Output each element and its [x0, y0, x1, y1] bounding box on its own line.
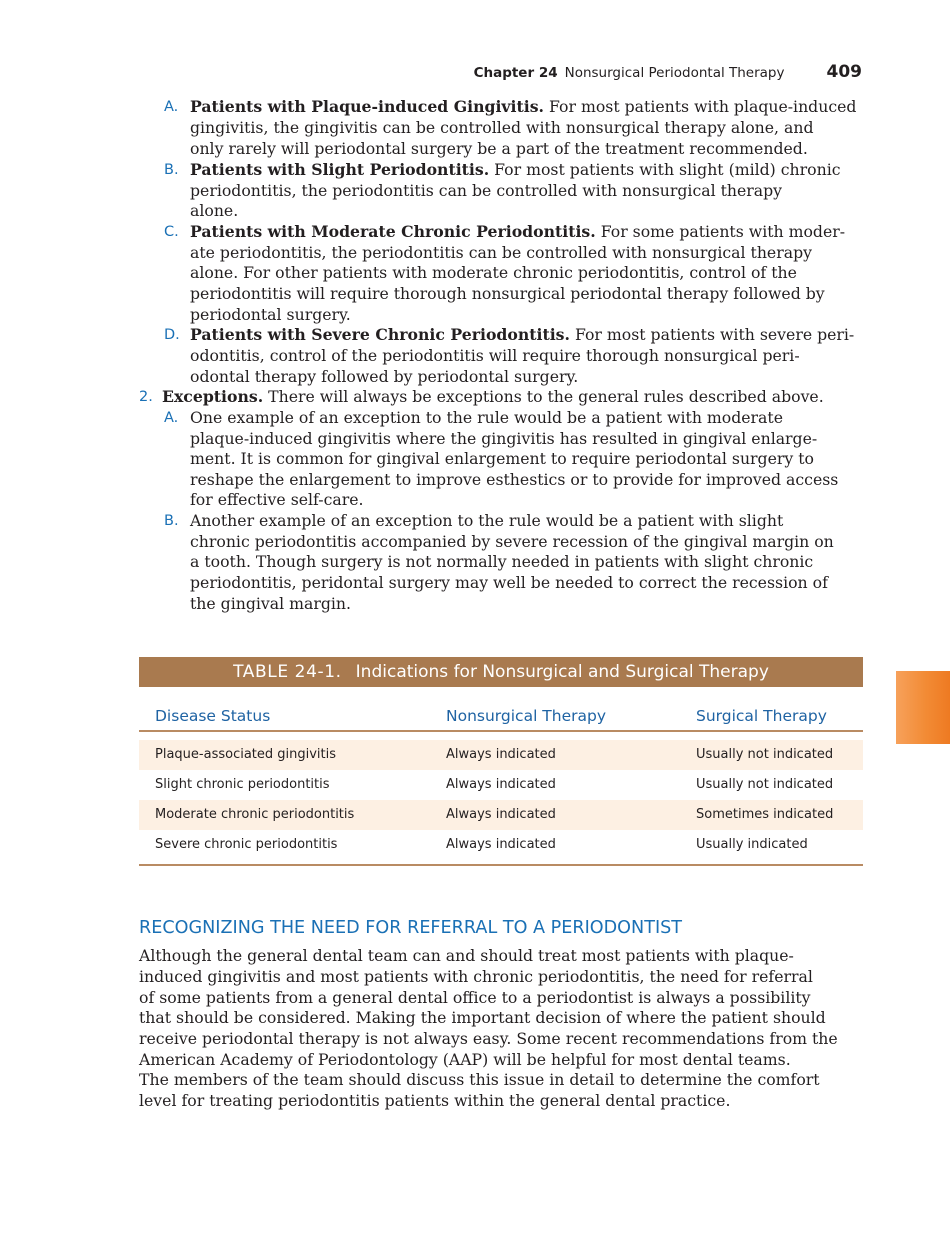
section-paragraph-line-7: The members of the team should discuss this issue in detail to determine the comfort [139, 1070, 820, 1089]
list-label-b: B. [164, 162, 179, 178]
exception-b-line-3: a tooth. Though surgery is not normally needed in patients with slight chronic [190, 552, 814, 571]
list-label-a: A. [164, 99, 179, 115]
page-number: 409 [826, 62, 862, 82]
exception-b-line-5: the gingival margin. [190, 594, 351, 613]
table-row [139, 770, 863, 800]
exceptions-line [162, 387, 824, 408]
chapter-title: Nonsurgical Periodontal Therapy [564, 65, 785, 81]
exception-b-line-4: periodontitis, peridontal surgery may well be needed to correct the recession of [190, 573, 828, 592]
chapter-thumb-tab [896, 671, 950, 744]
table-label: TABLE 24-1. [233, 662, 342, 682]
list-item-b-line-2: periodontitis, the periodontitis can be controlled with nonsurgical therapy [190, 181, 783, 200]
chapter-label: Chapter 24 [473, 65, 558, 81]
cell-nonsurgical: Always indicated [446, 837, 556, 852]
cell-surgical: Usually not indicated [696, 777, 834, 792]
list-item-c-text: For some patients with moder- [595, 222, 846, 241]
list-item-b-line-1 [190, 160, 841, 181]
list-item-a-text: For most patients with plaque-induced [544, 97, 857, 116]
column-header-nonsurgical: Nonsurgical Therapy [446, 707, 607, 725]
list-item-a-line-1 [190, 97, 856, 118]
list-label-d: D. [164, 327, 180, 343]
cell-disease-status: Plaque-associated gingivitis [155, 747, 337, 762]
list-item-a-line-2: gingivitis, the gingivitis can be controlled with nonsurgical therapy alone, and [190, 118, 814, 137]
exception-a-line-1: One example of an exception to the rule would be a patient with moderate [190, 408, 783, 427]
table-row [139, 800, 863, 830]
list-item-c-line-5: periodontal surgery. [190, 305, 351, 324]
table-title: Indications for Nonsurgical and Surgical Therapy [355, 662, 769, 682]
column-header-disease-status: Disease Status [155, 707, 271, 725]
list-item-c-line-4: periodontitis will require thorough nonsurgical periodontal therapy followed by [190, 284, 825, 303]
list-item-c-heading: Patients with Moderate Chronic Periodontitis. [190, 222, 596, 241]
list-item-c-line-2: ate periodontitis, the periodontitis can be controlled with nonsurgical therapy [190, 243, 812, 262]
cell-nonsurgical: Always indicated [446, 747, 556, 762]
cell-disease-status: Moderate chronic periodontitis [155, 807, 355, 822]
table-bottom-rule [139, 864, 863, 866]
column-header-surgical: Surgical Therapy [696, 707, 827, 725]
table-header-rule [139, 730, 863, 732]
exception-a-line-5: for effective self-care. [190, 490, 364, 509]
section-paragraph-line-1: Although the general dental team can and should treat most patients with plaque- [139, 946, 794, 965]
cell-surgical: Usually indicated [696, 837, 808, 852]
exceptions-text: There will always be exceptions to the general rules described above. [263, 387, 824, 406]
list-number-2: 2. [139, 389, 153, 405]
section-paragraph-line-3: of some patients from a general dental office to a periodontist is always a possibility [139, 988, 811, 1007]
list-item-d-line-3: odontal therapy followed by periodontal surgery. [190, 367, 579, 386]
exception-a-line-4: reshape the enlargement to improve esthestics or to provide for improved access [190, 470, 839, 489]
list-item-d-line-1 [190, 325, 854, 346]
section-paragraph-line-6: American Academy of Periodontology (AAP) will be helpful for most dental teams. [139, 1050, 791, 1069]
section-paragraph-line-2: induced gingivitis and most patients with chronic periodontitis, the need for referral [139, 967, 813, 986]
cell-surgical: Sometimes indicated [696, 807, 834, 822]
cell-surgical: Usually not indicated [696, 747, 834, 762]
exception-a-line-2: plaque-induced gingivitis where the gingivitis has resulted in gingival enlarge- [190, 429, 818, 448]
cell-nonsurgical: Always indicated [446, 777, 556, 792]
section-heading: RECOGNIZING THE NEED FOR REFERRAL TO A PERIODONTIST [139, 918, 683, 938]
list-item-d-heading: Patients with Severe Chronic Periodontitis. [190, 325, 570, 344]
exceptions-heading: Exceptions. [162, 387, 264, 406]
list-item-d-line-2: odontitis, control of the periodontitis will require thorough nonsurgical peri- [190, 346, 800, 365]
section-paragraph-line-4: that should be considered. Making the important decision of where the patient should [139, 1008, 826, 1027]
exception-label-a: A. [164, 410, 179, 426]
list-item-d-text: For most patients with severe peri- [569, 325, 855, 344]
exception-b-line-2: chronic periodontitis accompanied by severe recession of the gingival margin on [190, 532, 834, 551]
cell-nonsurgical: Always indicated [446, 807, 556, 822]
list-item-b-heading: Patients with Slight Periodontitis. [190, 160, 490, 179]
table-title-bar [139, 657, 863, 687]
exception-a-line-3: ment. It is common for gingival enlargement to require periodontal surgery to [190, 449, 814, 468]
list-item-b-text: For most patients with slight (mild) chronic [489, 160, 841, 179]
cell-disease-status: Slight chronic periodontitis [155, 777, 330, 792]
section-paragraph-line-5: receive periodontal therapy is not always easy. Some recent recommendations from the [139, 1029, 838, 1048]
table-row [139, 830, 863, 860]
list-item-b-line-3: alone. [190, 201, 239, 220]
running-header [0, 60, 862, 84]
list-item-a-heading: Patients with Plaque-induced Gingivitis. [190, 97, 545, 116]
section-paragraph-line-8: level for treating periodontitis patients within the general dental practice. [139, 1091, 731, 1110]
exception-label-b: B. [164, 513, 179, 529]
cell-disease-status: Severe chronic periodontitis [155, 837, 338, 852]
list-item-c-line-1 [190, 222, 845, 243]
list-item-c-line-3: alone. For other patients with moderate chronic periodontitis, control of the [190, 263, 797, 282]
exception-b-line-1: Another example of an exception to the rule would be a patient with slight [190, 511, 784, 530]
list-label-c: C. [164, 224, 179, 240]
table-row [139, 740, 863, 770]
list-item-a-line-3: only rarely will periodontal surgery be a part of the treatment recommended. [190, 139, 808, 158]
